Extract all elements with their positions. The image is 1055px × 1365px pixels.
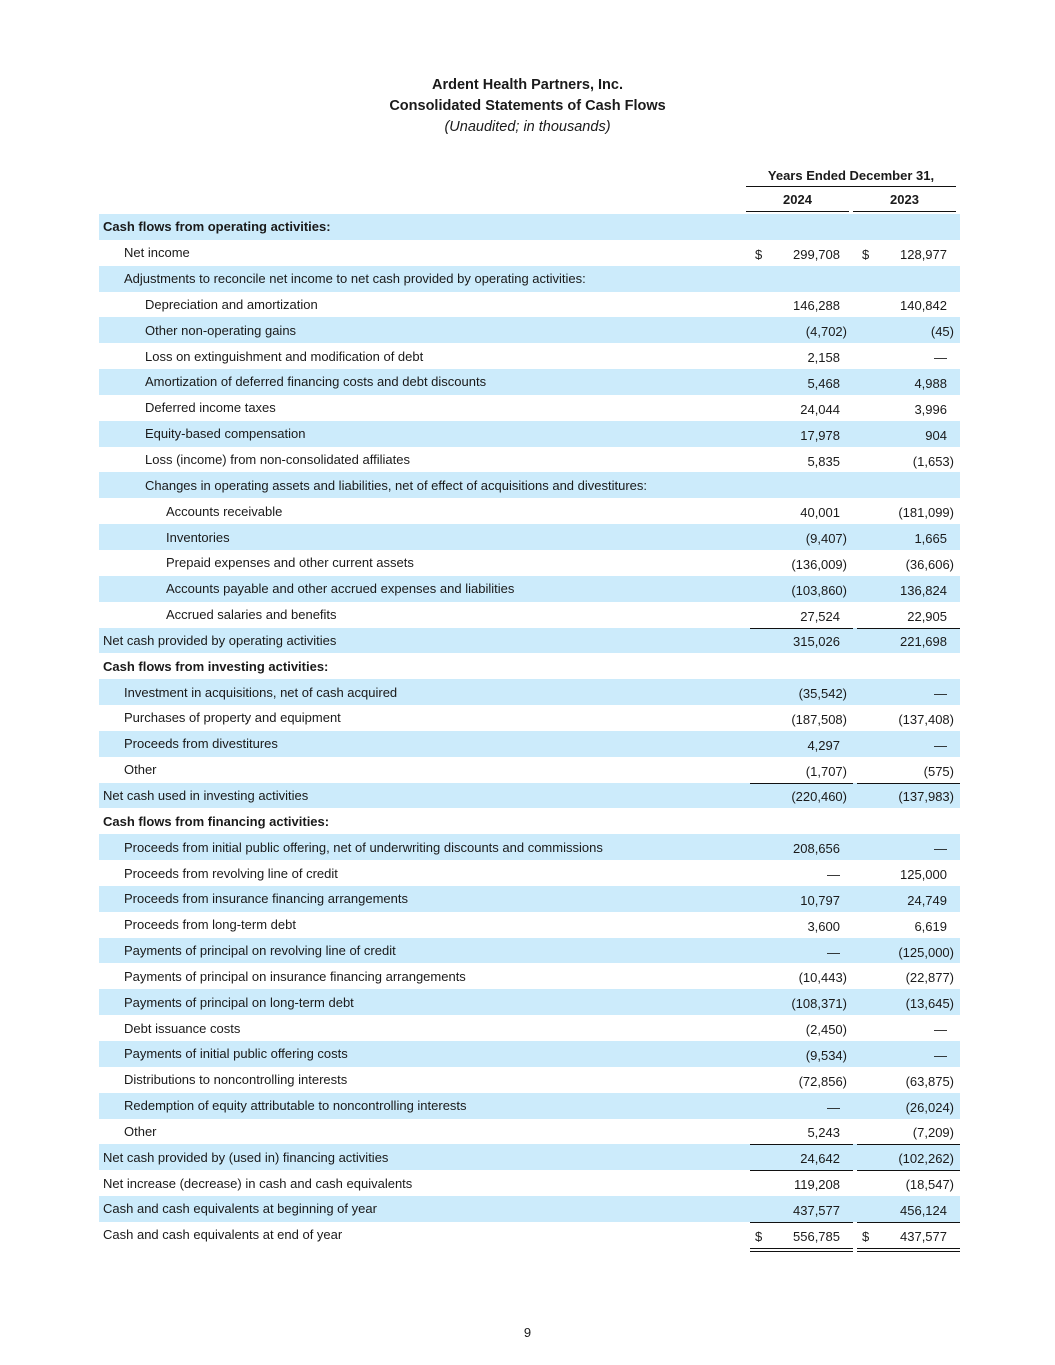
value-2023 bbox=[857, 240, 960, 266]
table-row bbox=[99, 266, 960, 292]
value-2024 bbox=[750, 343, 853, 369]
cell-value: 1,665 bbox=[914, 531, 947, 547]
value-2024 bbox=[750, 834, 853, 860]
row-label: Payments of principal on long-term debt bbox=[99, 989, 750, 1015]
row-label: Net increase (decrease) in cash and cash equivalents bbox=[103, 1175, 413, 1191]
cell-value: — bbox=[827, 1099, 840, 1115]
row-label: Payments of initial public offering costs bbox=[99, 1041, 750, 1067]
row-label: Amortization of deferred financing costs and debt discounts bbox=[99, 369, 750, 395]
cell-value bbox=[947, 221, 954, 236]
row-label: Net income bbox=[124, 245, 190, 261]
cell-value: 27,524 bbox=[800, 608, 840, 624]
cell-value: 5,468 bbox=[807, 375, 840, 391]
table-row bbox=[99, 989, 960, 1015]
value-2023 bbox=[857, 757, 960, 783]
value-2024 bbox=[750, 266, 853, 292]
cell-value: (136,009) bbox=[791, 556, 847, 572]
cell-value: (102,262) bbox=[898, 1151, 954, 1167]
cell-value: — bbox=[827, 944, 840, 960]
table-row bbox=[99, 731, 960, 757]
table-row bbox=[99, 1093, 960, 1119]
value-2023 bbox=[857, 731, 960, 757]
value-2024 bbox=[750, 989, 853, 1015]
cell-value: 437,577 bbox=[793, 1202, 840, 1218]
value-2023 bbox=[857, 1144, 960, 1170]
value-2024 bbox=[750, 1093, 853, 1119]
value-2024 bbox=[750, 808, 853, 834]
cell-value: (72,856) bbox=[798, 1073, 847, 1089]
statement-subtitle: (Unaudited; in thousands) bbox=[444, 119, 611, 135]
value-2024 bbox=[750, 447, 853, 473]
cell-value bbox=[840, 273, 847, 288]
table-row bbox=[99, 628, 960, 654]
cell-value: (13,645) bbox=[905, 996, 954, 1012]
value-2023 bbox=[857, 1222, 960, 1248]
table-row bbox=[99, 343, 960, 369]
cell-value: (26,024) bbox=[905, 1099, 954, 1115]
cell-value: (575) bbox=[923, 763, 954, 779]
value-2024 bbox=[750, 938, 853, 964]
row-label: Proceeds from revolving line of credit bbox=[124, 865, 338, 881]
value-2024 bbox=[750, 498, 853, 524]
cell-value: 24,642 bbox=[800, 1151, 840, 1167]
table-row bbox=[99, 1170, 960, 1196]
value-2024 bbox=[750, 679, 853, 705]
cell-value: 3,996 bbox=[914, 401, 947, 417]
row-label: Payments of principal on revolving line of credit bbox=[99, 938, 750, 964]
cell-value: 5,835 bbox=[807, 453, 840, 469]
row-label: Redemption of equity attributable to noncontrolling interests bbox=[99, 1093, 750, 1119]
row-label: Other bbox=[124, 1123, 157, 1139]
value-2023 bbox=[857, 705, 960, 731]
table-row bbox=[99, 1144, 960, 1170]
row-label: Prepaid expenses and other current assets bbox=[166, 555, 414, 571]
cell-value: 5,243 bbox=[807, 1125, 840, 1141]
value-2024 bbox=[750, 550, 853, 576]
cell-value: (7,209) bbox=[912, 1125, 954, 1141]
table-row bbox=[99, 653, 960, 679]
value-2024 bbox=[750, 240, 853, 266]
cell-value: 140,842 bbox=[900, 298, 947, 314]
value-2023 bbox=[857, 524, 960, 550]
year-2024-header: 2024 bbox=[746, 189, 849, 212]
value-2024 bbox=[750, 886, 853, 912]
row-label: Purchases of property and equipment bbox=[124, 710, 341, 726]
value-2024 bbox=[750, 783, 853, 809]
value-2024 bbox=[750, 1196, 853, 1222]
table-row bbox=[99, 1119, 960, 1145]
row-label: Changes in operating assets and liabilities, net of effect of acquisitions and divestitures: bbox=[99, 472, 750, 498]
value-2024 bbox=[750, 1015, 853, 1041]
value-2023 bbox=[857, 317, 960, 343]
table-row bbox=[99, 1041, 960, 1067]
cell-value: (9,407) bbox=[805, 531, 847, 547]
value-2024 bbox=[750, 757, 853, 783]
cell-value: 17,978 bbox=[800, 427, 840, 443]
table-row bbox=[99, 705, 960, 731]
cell-value: 4,297 bbox=[807, 737, 840, 753]
cell-value: 299,708 bbox=[793, 246, 840, 262]
table-row bbox=[99, 1196, 960, 1222]
row-label: Net cash used in investing activities bbox=[99, 783, 750, 809]
table-row bbox=[99, 938, 960, 964]
value-2023 bbox=[857, 214, 960, 240]
value-2024 bbox=[750, 731, 853, 757]
period-label: Years Ended December 31, bbox=[746, 165, 956, 187]
table-row bbox=[99, 292, 960, 318]
cell-value: 119,208 bbox=[793, 1177, 840, 1193]
value-2024 bbox=[750, 1170, 853, 1196]
cell-value: 3,600 bbox=[807, 918, 840, 934]
statement-title: Consolidated Statements of Cash Flows bbox=[389, 98, 666, 114]
value-2023 bbox=[857, 472, 960, 498]
cell-value: (137,983) bbox=[898, 789, 954, 805]
value-2023 bbox=[857, 989, 960, 1015]
row-label: Cash flows from operating activities: bbox=[99, 214, 750, 240]
cell-value: (2,450) bbox=[805, 1022, 847, 1038]
page-number: 9 bbox=[523, 1325, 532, 1340]
cell-value: (1,707) bbox=[805, 763, 847, 779]
table-row bbox=[99, 498, 960, 524]
value-2023 bbox=[857, 498, 960, 524]
cell-value: 40,001 bbox=[800, 505, 840, 521]
cell-value: — bbox=[934, 1047, 947, 1063]
row-label: Proceeds from initial public offering, net of underwriting discounts and commissions bbox=[99, 834, 750, 860]
table-row bbox=[99, 912, 960, 938]
value-2023 bbox=[857, 1041, 960, 1067]
table-row bbox=[99, 1015, 960, 1041]
value-2023 bbox=[857, 266, 960, 292]
cell-value: 24,044 bbox=[800, 401, 840, 417]
row-label: Cash and cash equivalents at end of year bbox=[103, 1227, 343, 1243]
value-2023 bbox=[857, 292, 960, 318]
cell-value: 456,124 bbox=[900, 1202, 947, 1218]
cell-value: 4,988 bbox=[914, 375, 947, 391]
cell-value bbox=[840, 221, 847, 236]
row-label: Proceeds from divestitures bbox=[99, 731, 750, 757]
row-label: Debt issuance costs bbox=[124, 1020, 241, 1036]
cell-value: 24,749 bbox=[907, 892, 947, 908]
cell-value: 2,158 bbox=[807, 350, 840, 366]
value-2024 bbox=[750, 576, 853, 602]
cell-value: 146,288 bbox=[793, 298, 840, 314]
cell-value bbox=[840, 479, 847, 494]
value-2023 bbox=[857, 421, 960, 447]
value-2023 bbox=[857, 886, 960, 912]
year-2023-header: 2023 bbox=[853, 189, 956, 212]
cell-value: (9,534) bbox=[805, 1047, 847, 1063]
table-row bbox=[99, 1222, 960, 1248]
value-2024 bbox=[750, 860, 853, 886]
cell-value: 208,656 bbox=[793, 841, 840, 857]
cell-value: 556,785 bbox=[793, 1228, 840, 1244]
cell-value: (181,099) bbox=[898, 505, 954, 521]
table-row bbox=[99, 472, 960, 498]
value-2023 bbox=[857, 576, 960, 602]
value-2023 bbox=[857, 938, 960, 964]
row-label: Proceeds from insurance financing arrangements bbox=[99, 886, 750, 912]
value-2023 bbox=[857, 679, 960, 705]
value-2024 bbox=[750, 1144, 853, 1170]
cell-value bbox=[840, 660, 847, 675]
cell-value: — bbox=[827, 867, 840, 883]
cell-value: 10,797 bbox=[800, 892, 840, 908]
cell-value: 437,577 bbox=[900, 1228, 947, 1244]
cell-value: (4,702) bbox=[805, 324, 847, 340]
cell-value: — bbox=[934, 350, 947, 366]
value-2024 bbox=[750, 1222, 853, 1248]
value-2024 bbox=[750, 1067, 853, 1093]
table-row bbox=[99, 550, 960, 576]
row-label: Accrued salaries and benefits bbox=[166, 607, 337, 623]
row-label: Adjustments to reconcile net income to net cash provided by operating activities: bbox=[99, 266, 750, 292]
row-label: Investment in acquisitions, net of cash acquired bbox=[99, 679, 750, 705]
value-2024 bbox=[750, 369, 853, 395]
value-2024 bbox=[750, 472, 853, 498]
table-row bbox=[99, 1067, 960, 1093]
table-row bbox=[99, 963, 960, 989]
cell-value: 6,619 bbox=[914, 918, 947, 934]
row-label: Depreciation and amortization bbox=[145, 296, 318, 312]
table-row bbox=[99, 240, 960, 266]
cell-value: — bbox=[934, 686, 947, 702]
table-row bbox=[99, 834, 960, 860]
row-label: Net cash provided by (used in) financing activities bbox=[99, 1144, 750, 1170]
value-2024 bbox=[750, 912, 853, 938]
cell-value: (137,408) bbox=[898, 711, 954, 727]
table-row bbox=[99, 421, 960, 447]
value-2023 bbox=[857, 783, 960, 809]
value-2024 bbox=[750, 421, 853, 447]
value-2024 bbox=[750, 963, 853, 989]
value-2023 bbox=[857, 1119, 960, 1145]
cell-value: 136,824 bbox=[900, 582, 947, 598]
cell-value: (220,460) bbox=[791, 789, 847, 805]
row-label: Payments of principal on insurance financing arrangements bbox=[124, 968, 466, 984]
currency-symbol: $ bbox=[755, 1228, 763, 1244]
table-row bbox=[99, 317, 960, 343]
cell-value: — bbox=[934, 841, 947, 857]
cell-value: (10,443) bbox=[798, 970, 847, 986]
row-label: Accounts receivable bbox=[166, 503, 283, 519]
value-2023 bbox=[857, 653, 960, 679]
currency-symbol: $ bbox=[862, 1228, 870, 1244]
cell-value: (187,508) bbox=[791, 711, 847, 727]
value-2023 bbox=[857, 343, 960, 369]
column-header bbox=[746, 165, 956, 212]
cell-value: (125,000) bbox=[898, 944, 954, 960]
row-label: Accounts payable and other accrued expenses and liabilities bbox=[99, 576, 750, 602]
cell-value bbox=[947, 815, 954, 830]
row-label: Equity-based compensation bbox=[99, 421, 750, 447]
value-2023 bbox=[857, 860, 960, 886]
value-2023 bbox=[857, 808, 960, 834]
table-row bbox=[99, 783, 960, 809]
value-2024 bbox=[750, 705, 853, 731]
table-row bbox=[99, 757, 960, 783]
value-2023 bbox=[857, 602, 960, 628]
table-row bbox=[99, 860, 960, 886]
row-label: Proceeds from long-term debt bbox=[124, 917, 296, 933]
value-2024 bbox=[750, 1041, 853, 1067]
table-row bbox=[99, 214, 960, 240]
value-2023 bbox=[857, 395, 960, 421]
value-2023 bbox=[857, 550, 960, 576]
table-row bbox=[99, 524, 960, 550]
cell-value: 125,000 bbox=[900, 867, 947, 883]
row-label: Other non-operating gains bbox=[99, 317, 750, 343]
value-2024 bbox=[750, 214, 853, 240]
company-name: Ardent Health Partners, Inc. bbox=[432, 77, 623, 93]
row-label: Cash flows from investing activities: bbox=[103, 658, 329, 674]
row-label: Loss (income) from non-consolidated affiliates bbox=[145, 452, 410, 468]
value-2023 bbox=[857, 628, 960, 654]
value-2023 bbox=[857, 1170, 960, 1196]
cell-value: — bbox=[934, 1022, 947, 1038]
value-2023 bbox=[857, 1093, 960, 1119]
cell-value: (108,371) bbox=[791, 996, 847, 1012]
row-label: Loss on extinguishment and modification of debt bbox=[145, 348, 424, 364]
cell-value: (18,547) bbox=[905, 1177, 954, 1193]
cell-value: (63,875) bbox=[905, 1073, 954, 1089]
row-label: Net cash provided by operating activities bbox=[99, 628, 750, 654]
value-2024 bbox=[750, 653, 853, 679]
value-2023 bbox=[857, 1067, 960, 1093]
cell-value: 128,977 bbox=[900, 246, 947, 262]
cell-value: 904 bbox=[925, 427, 947, 443]
table-row bbox=[99, 808, 960, 834]
table-row bbox=[99, 395, 960, 421]
row-label: Other bbox=[124, 762, 157, 778]
table-row bbox=[99, 602, 960, 628]
cell-value bbox=[947, 660, 954, 675]
table-row bbox=[99, 679, 960, 705]
statement-header bbox=[0, 75, 1055, 138]
value-2024 bbox=[750, 317, 853, 343]
row-label: Distributions to noncontrolling interests bbox=[124, 1072, 348, 1088]
cell-value: (22,877) bbox=[905, 970, 954, 986]
value-2024 bbox=[750, 292, 853, 318]
value-2024 bbox=[750, 524, 853, 550]
cell-value: 221,698 bbox=[900, 634, 947, 650]
cell-value: (1,653) bbox=[912, 453, 954, 469]
value-2023 bbox=[857, 834, 960, 860]
table-row bbox=[99, 447, 960, 473]
row-label: Inventories bbox=[99, 524, 750, 550]
cell-value: (45) bbox=[930, 324, 954, 340]
currency-symbol: $ bbox=[755, 246, 763, 262]
value-2023 bbox=[857, 963, 960, 989]
table-row bbox=[99, 886, 960, 912]
cell-value: (103,860) bbox=[791, 582, 847, 598]
cell-value: (35,542) bbox=[798, 686, 847, 702]
currency-symbol: $ bbox=[862, 246, 870, 262]
cash-flow-table bbox=[99, 214, 960, 1248]
cell-value: (36,606) bbox=[905, 556, 954, 572]
cell-value bbox=[947, 273, 954, 288]
cell-value: — bbox=[934, 737, 947, 753]
cell-value bbox=[840, 815, 847, 830]
row-label: Deferred income taxes bbox=[145, 400, 276, 416]
value-2023 bbox=[857, 1015, 960, 1041]
value-2023 bbox=[857, 1196, 960, 1222]
cell-value bbox=[947, 479, 954, 494]
table-row bbox=[99, 576, 960, 602]
value-2024 bbox=[750, 602, 853, 628]
value-2024 bbox=[750, 395, 853, 421]
value-2024 bbox=[750, 628, 853, 654]
row-label: Cash and cash equivalents at beginning of year bbox=[99, 1196, 750, 1222]
cell-value: 22,905 bbox=[907, 608, 947, 624]
value-2023 bbox=[857, 447, 960, 473]
value-2024 bbox=[750, 1119, 853, 1145]
value-2023 bbox=[857, 369, 960, 395]
table-row bbox=[99, 369, 960, 395]
value-2023 bbox=[857, 912, 960, 938]
cell-value: 315,026 bbox=[793, 634, 840, 650]
row-label: Cash flows from financing activities: bbox=[103, 813, 330, 829]
